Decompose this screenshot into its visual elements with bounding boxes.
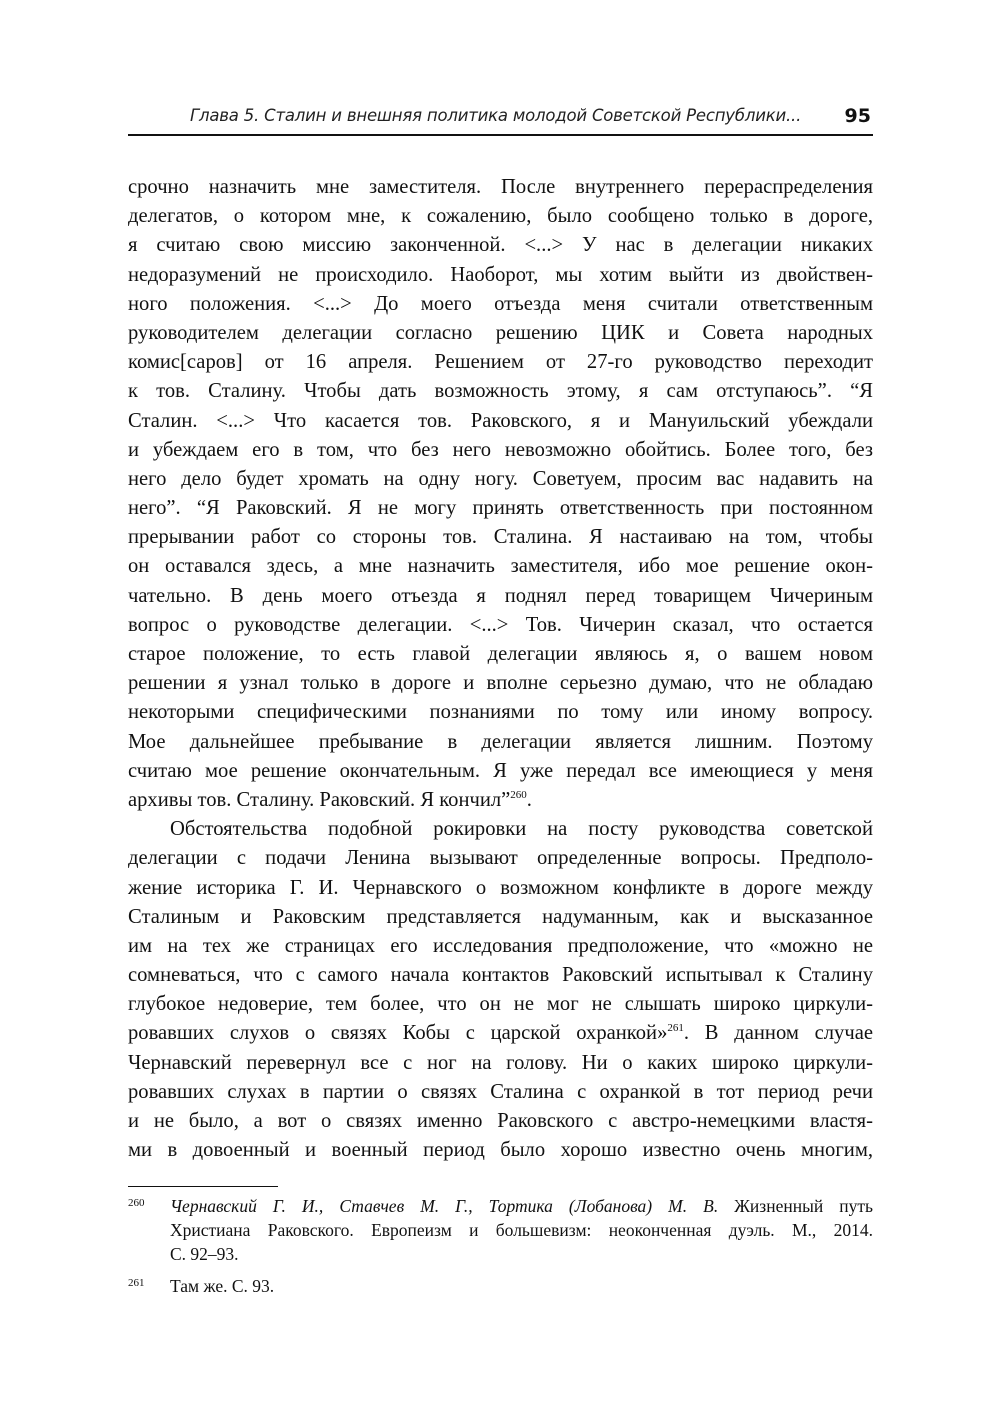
text-line: глубокое недоверие, тем более, что он не мог не слышать широко циркули-	[128, 993, 873, 1016]
text-line: сомневаться, что с самого начала контактов Раковский испытывал к Сталину	[128, 964, 873, 987]
text-line: делегатов, о котором мне, к сожалению, было сообщено только в дороге,	[128, 205, 873, 228]
footnote-line: Там же. С. 93.	[170, 1276, 275, 1296]
footnote-divider	[128, 1186, 278, 1187]
text-line: вопрос о руководстве делегации. <...> Тов. Чичерин сказал, что остается	[128, 613, 873, 636]
text-line: чательно. В день моего отъезда я поднял перед товарищем Чичериным	[128, 584, 873, 607]
running-head-title: Глава 5. Сталин и внешняя политика молодой Советской Республики...	[190, 106, 802, 125]
text-fragment: архивы тов. Сталину. Раковский. Я кончил”	[128, 788, 511, 811]
text-line: руководителем делегации согласно решению ЦИК и Совета народных	[128, 321, 873, 344]
footnote-number: 260	[128, 1197, 145, 1209]
text-line: Сталиным и Раковским представляется надуманным, как и высказанное	[128, 905, 873, 928]
text-fragment: ровавших слухов о связях Кобы с царской охранкой»	[128, 1022, 668, 1045]
main-text	[128, 173, 873, 1165]
footnote-title: Жизненный путь	[718, 1196, 873, 1216]
text-line: Чернавский перевернул все с ног на голову. Ни о каких широко циркули-	[128, 1051, 873, 1074]
text-line: им на тех же страницах его исследования предположение, что «можно не	[128, 934, 873, 957]
text-line: Сталин. <...> Что касается тов. Раковского, я и Мануильский убеждали	[128, 409, 873, 432]
footnote-261	[128, 1274, 873, 1298]
page-number: 95	[844, 105, 871, 127]
footnotes	[128, 1194, 873, 1306]
text-line: срочно назначить мне заместителя. После внутреннего перераспределения	[128, 176, 873, 198]
text-line: к тов. Сталину. Чтобы дать возможность этому, я сам отступаюсь”. “Я	[128, 380, 873, 403]
text-line: и не было, а вот о связях именно Раковского с австро-немецкими властя-	[128, 1110, 873, 1132]
footnote-line: С. 92–93.	[170, 1244, 239, 1264]
text-line: Обстоятельства подобной рокировки на посту руководства советской	[170, 818, 873, 841]
text-line: Мое дальнейшее пребывание в делегации является лишним. Поэтому	[128, 730, 873, 753]
text-line	[128, 786, 873, 815]
footnote-line: Христиана Раковского. Европеизм и большевизм: неоконченная дуэль. М., 2014.	[170, 1220, 873, 1240]
text-line: жение историка Г. И. Чернавского о возможном конфликте в дороге между	[128, 876, 873, 899]
text-line: я считаю свою миссию законченной. <...> У нас в делегации никаких	[128, 234, 873, 257]
text-line: старое положение, то есть главой делегации являюсь я, о вашем новом	[128, 643, 873, 665]
paragraph-2	[128, 815, 873, 1165]
text-line: него дело будет хромать на одну ногу. Советуем, просим вас надавить на	[128, 467, 873, 490]
text-line: него”. “Я Раковский. Я не могу принять ответственность при постоянном	[128, 497, 873, 520]
paragraph-1	[128, 173, 873, 815]
footnote-ref-260[interactable]: 260	[510, 788, 527, 801]
text-line: прерывании работ со стороны тов. Сталина. Я настаиваю на том, чтобы	[128, 526, 873, 549]
text-line: комис[саров] от 16 апреля. Решением от 27-го руководство переходит	[128, 351, 873, 374]
footnote-number: 261	[128, 1277, 145, 1289]
footnote-260	[128, 1194, 873, 1266]
text-fragment: . В данном случае	[683, 1022, 873, 1045]
footnote-line	[170, 1194, 873, 1218]
text-line: и убеждаем его в том, что без него невозможно обойтись. Более того, без	[128, 438, 873, 461]
text-line: считаю мое решение окончательным. Я уже передал все имеющиеся у меня	[128, 759, 873, 782]
running-header	[128, 104, 873, 136]
text-line: он оставался здесь, а мне назначить заместителя, ибо мое решение окон-	[128, 555, 873, 578]
footnote-ref-261[interactable]: 261	[667, 1022, 684, 1035]
footnote-authors: Чернавский Г. И., Ставчев М. Г., Тортика (Лобанова) М. В.	[170, 1196, 719, 1216]
text-line: недоразумений не происходило. Наоборот, мы хотим выйти из двойствен-	[128, 263, 873, 286]
text-line: ровавших слухах в партии о связях Сталина с охранкой в тот период речи	[128, 1080, 873, 1103]
text-line: решении я узнал только в дороге и вполне серьезно думаю, что не обладаю	[128, 672, 873, 695]
text-line: ного положения. <...> До моего отъезда меня считали ответственным	[128, 292, 873, 315]
text-fragment: .	[526, 788, 532, 811]
text-line: делегации с подачи Ленина вызывают определенные вопросы. Предполо-	[128, 847, 873, 870]
text-line: некоторыми специфическими познаниями по тому или иному вопросу.	[128, 701, 873, 724]
text-line: ми в довоенный и военный период было хорошо известно очень многим,	[128, 1139, 873, 1162]
text-line	[128, 1019, 873, 1048]
